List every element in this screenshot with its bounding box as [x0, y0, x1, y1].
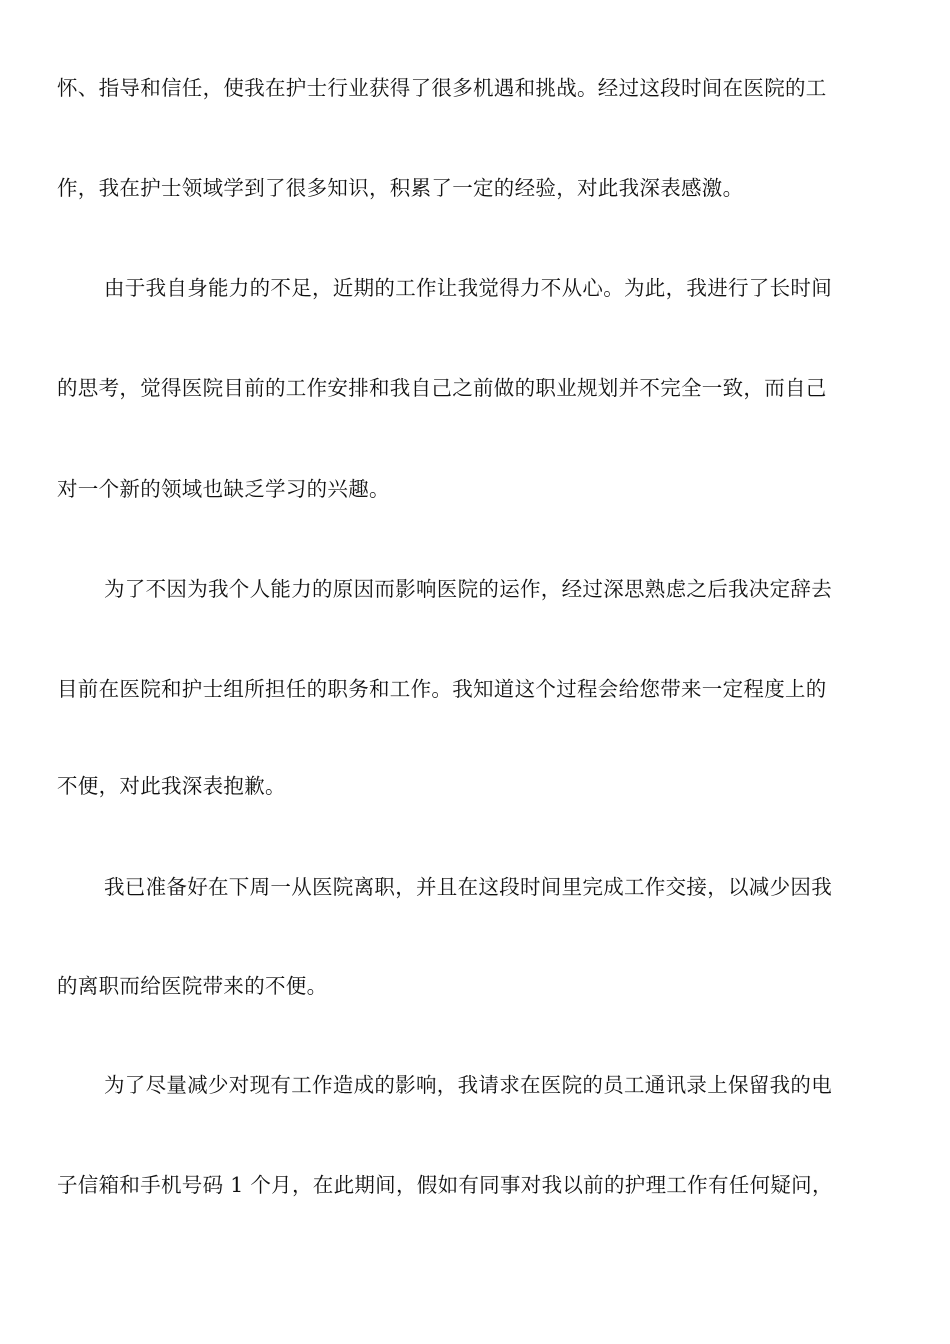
text-line: 不便，对此我深表抱歉。 — [57, 774, 286, 798]
paragraph-first-line: 由于我自身能力的不足，近期的工作让我觉得力不从心。为此，我进行了长时间 — [104, 276, 832, 300]
text-line: 作，我在护士领域学到了很多知识，积累了一定的经验，对此我深表感激。 — [57, 176, 744, 200]
text-line: 的离职而给医院带来的不便。 — [57, 974, 328, 998]
paragraph-first-line: 为了不因为我个人能力的原因而影响医院的运作，经过深思熟虑之后我决定辞去 — [104, 577, 832, 601]
paragraph-first-line: 为了尽量减少对现有工作造成的影响，我请求在医院的员工通讯录上保留我的电 — [104, 1073, 832, 1097]
text-line: 怀、指导和信任，使我在护士行业获得了很多机遇和挑战。经过这段时间在医院的工 — [57, 76, 827, 100]
text-line: 目前在医院和护士组所担任的职务和工作。我知道这个过程会给您带来一定程度上的 — [57, 677, 827, 701]
text-line: 子信箱和手机号码 1 个月，在此期间，假如有同事对我以前的护理工作有任何疑问， — [57, 1173, 833, 1197]
text-line: 的思考，觉得医院目前的工作安排和我自己之前做的职业规划并不完全一致，而自己 — [57, 376, 827, 400]
text-line: 对一个新的领域也缺乏学习的兴趣。 — [57, 477, 390, 501]
paragraph-first-line: 我已准备好在下周一从医院离职，并且在这段时间里完成工作交接，以减少因我 — [104, 875, 832, 899]
